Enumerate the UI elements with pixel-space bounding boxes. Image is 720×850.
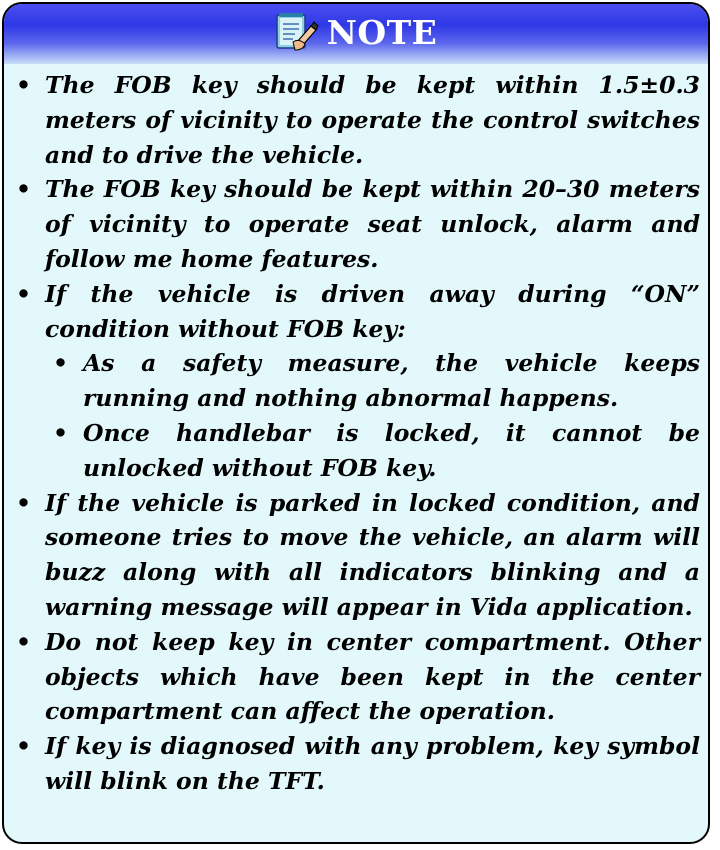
note-header	[4, 4, 708, 64]
note-item	[4, 486, 708, 625]
note-item-text: The FOB key should be kept within 1.5±0.3 meters of vicinity to operate the control switches and to drive the vehicle.	[45, 71, 700, 169]
note-item	[4, 172, 708, 276]
note-sub-item	[45, 346, 700, 416]
note-item	[4, 729, 708, 799]
note-sub-item	[45, 416, 700, 486]
pen-and-notepad-icon	[275, 12, 319, 52]
note-item	[4, 625, 708, 729]
note-item-text: If key is diagnosed with any problem, key symbol will blink on the TFT.	[45, 732, 700, 795]
note-sub-list	[45, 346, 700, 485]
note-item-text: If the vehicle is driven away during “ON” condition without FOB key:	[45, 279, 700, 343]
note-item	[4, 68, 708, 172]
note-list	[4, 68, 708, 799]
note-title: NOTE	[326, 12, 438, 52]
note-sub-item-text: As a safety measure, the vehicle keeps running and nothing abnormal happens.	[83, 349, 700, 413]
note-item-text: Do not keep key in center compartment. Other objects which have been kept in the center compartment can affect the operation.	[45, 627, 700, 726]
note-item-text: If the vehicle is parked in locked condition, and someone tries to move the vehicle, an alarm will buzz along with all indicators blinking and a warning message will appear in Vida application.	[45, 488, 700, 621]
note-title-wrap	[275, 12, 438, 52]
note-box	[2, 2, 710, 844]
note-item	[4, 277, 708, 486]
note-item-text: The FOB key should be kept within 20–30 meters of vicinity to operate seat unlock, alarm and follow me home features.	[45, 175, 700, 273]
note-sub-item-text: Once handlebar is locked, it cannot be unlocked without FOB key.	[83, 418, 700, 482]
